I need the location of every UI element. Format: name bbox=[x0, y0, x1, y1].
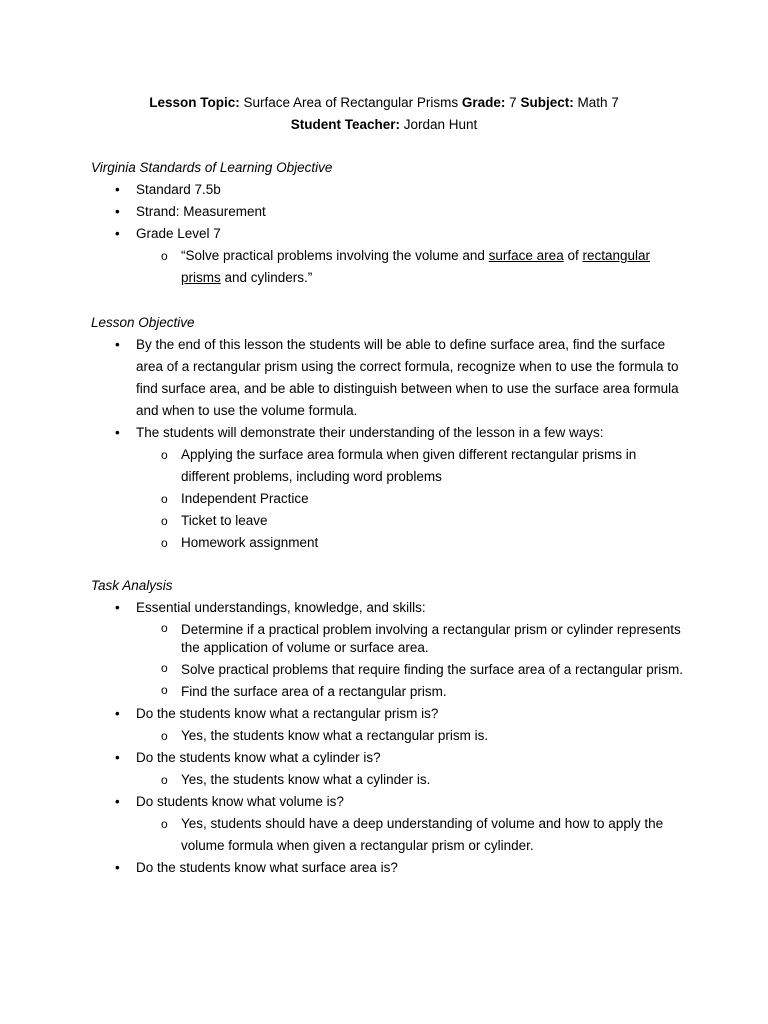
sol-section-title: Virginia Standards of Learning Objective bbox=[91, 160, 333, 175]
grade-value: 7 bbox=[509, 95, 517, 110]
task-analysis-list bbox=[115, 597, 685, 879]
list-item: o Homework assignment bbox=[136, 532, 685, 554]
topic-value: Surface Area of Rectangular Prisms bbox=[243, 95, 459, 110]
list-item bbox=[115, 703, 685, 747]
sol-sublist bbox=[136, 245, 685, 289]
list-item bbox=[115, 791, 685, 857]
question-text: Do students know what volume is? bbox=[136, 794, 344, 809]
header-line-2 bbox=[0, 114, 768, 136]
header-line-1 bbox=[0, 92, 768, 114]
list-item: o Independent Practice bbox=[136, 488, 685, 510]
list-item-text: Essential understandings, knowledge, and skills: bbox=[136, 600, 426, 615]
quote-text: of bbox=[563, 248, 583, 263]
list-item: • Do the students know what surface area is? bbox=[115, 857, 685, 879]
lesson-objective-title: Lesson Objective bbox=[91, 315, 195, 330]
list-item: o Applying the surface area formula when given different rectangular prisms in different problems, including word problems bbox=[136, 444, 685, 488]
question-text: Do the students know what a rectangular prism is? bbox=[136, 706, 439, 721]
quote-underline-surface-area: surface area bbox=[488, 248, 564, 263]
answer-item: o Yes, the students know what a rectangular prism is. bbox=[136, 725, 685, 747]
list-item: • By the end of this lesson the students will be able to define surface area, find the surface area of a rectangular prism using the correct formula, recognize when to use the formula to find surface area, and be able to distinguish between when to use the surface area formula and when to use the volume formula. bbox=[115, 334, 685, 422]
quote-underline-rectangular-prisms: rectangular prisms bbox=[181, 248, 651, 285]
list-item bbox=[115, 422, 685, 554]
list-item: • Strand: Measurement bbox=[115, 201, 685, 223]
quote-text: “Solve practical problems involving the volume and bbox=[181, 248, 489, 263]
answer-item: o Yes, the students know what a cylinder is. bbox=[136, 769, 685, 791]
lesson-header bbox=[0, 92, 768, 136]
list-item bbox=[115, 597, 685, 703]
list-item: o Determine if a practical problem involving a rectangular prism or cylinder represents the application of volume or surface area. bbox=[136, 619, 685, 659]
sol-list bbox=[115, 179, 685, 289]
question-text: Do the students know what a cylinder is? bbox=[136, 750, 381, 765]
teacher-label: Student Teacher: bbox=[290, 117, 400, 132]
answer-item: o Yes, students should have a deep understanding of volume and how to apply the volume formula when given a rectangular prism or cylinder. bbox=[136, 813, 685, 857]
answer-sublist bbox=[136, 725, 685, 747]
list-item: o Solve practical problems that require finding the surface area of a rectangular prism. bbox=[136, 659, 685, 681]
task-analysis-sublist bbox=[136, 619, 685, 703]
grade-label: Grade: bbox=[461, 95, 506, 110]
list-item: o Ticket to leave bbox=[136, 510, 685, 532]
subject-value: Math 7 bbox=[577, 95, 619, 110]
answer-sublist bbox=[136, 813, 685, 857]
teacher-value: Jordan Hunt bbox=[403, 117, 478, 132]
lesson-objective-sublist bbox=[136, 444, 685, 554]
lesson-objective-list bbox=[115, 334, 685, 554]
subject-label: Subject: bbox=[520, 95, 574, 110]
list-item bbox=[115, 747, 685, 791]
answer-sublist bbox=[136, 769, 685, 791]
quote-text: and cylinders.” bbox=[220, 270, 313, 285]
list-item-text: Grade Level 7 bbox=[136, 226, 221, 241]
list-item: o Find the surface area of a rectangular prism. bbox=[136, 681, 685, 703]
list-item bbox=[115, 223, 685, 289]
list-item-text: The students will demonstrate their understanding of the lesson in a few ways: bbox=[136, 425, 604, 440]
list-item: • Standard 7.5b bbox=[115, 179, 685, 201]
topic-label: Lesson Topic: bbox=[149, 95, 240, 110]
sol-quote bbox=[136, 245, 685, 289]
task-analysis-title: Task Analysis bbox=[91, 578, 173, 593]
